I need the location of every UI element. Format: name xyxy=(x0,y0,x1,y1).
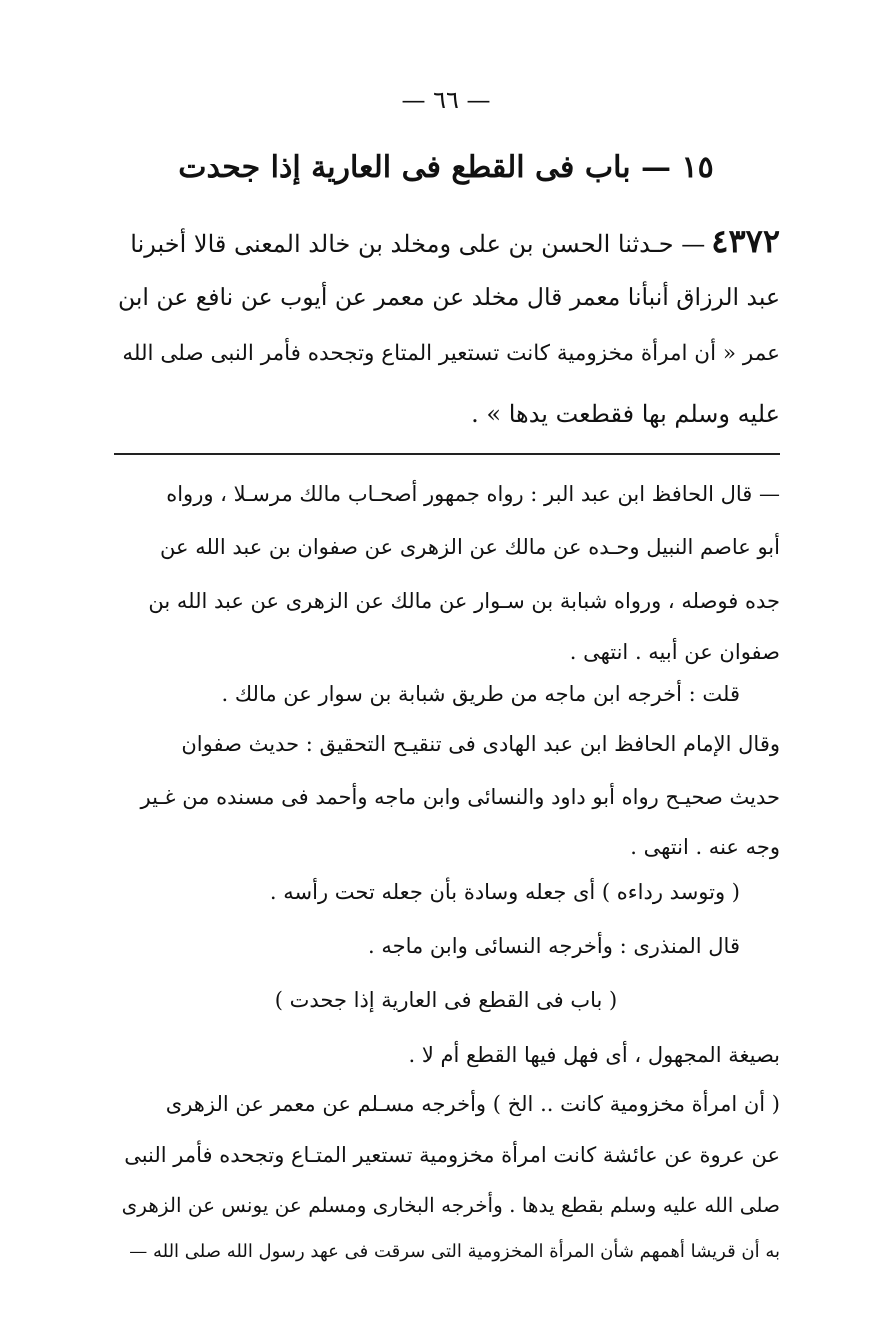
page-number: — ٦٦ — xyxy=(401,86,491,114)
commentary-line: قال المنذرى : وأخرجه النسائى وابن ماجه . xyxy=(367,934,740,958)
commentary-line: به أن قريشا أهمهم شأن المرأة المخزومية التى سرقت فى عهد رسول الله صلى الله — xyxy=(129,1241,780,1262)
hadith-text: — حـدثنا الحسن بن على ومخلد بن خالد المعنى قالا أخبرنا xyxy=(130,230,706,258)
section-divider xyxy=(114,453,780,455)
commentary-line: صلى الله عليه وسلم بقطع يدها . وأخرجه البخارى ومسلم عن يونس عن الزهرى xyxy=(121,1193,780,1217)
commentary-line: جده فوصله ، ورواه شبابة بن سـوار عن مالك عن الزهرى عن عبد الله بن xyxy=(148,589,780,613)
commentary-line: — قال الحافظ ابن عبد البر : رواه جمهور أصحـاب مالك مرسـلا ، ورواه xyxy=(166,482,780,506)
chapter-number: ١٥ xyxy=(681,150,714,185)
hadith-number: ٤٣٧٢ xyxy=(711,222,780,260)
hadith-line-4: عليه وسلم بها فقطعت يدها » . xyxy=(471,400,780,428)
commentary-line: بصيغة المجهول ، أى فهل فيها القطع أم لا . xyxy=(408,1043,780,1067)
commentary-line: حديث صحيـح رواه أبو داود والنسائى وابن ماجه وأحمد فى مسنده من غـير xyxy=(140,785,780,809)
commentary-line: صفوان عن أبيه . انتهى . xyxy=(569,640,780,664)
chapter-heading xyxy=(0,150,892,185)
commentary-line: ( أن امرأة مخزومية كانت .. الخ ) وأخرجه مسـلم عن معمر عن الزهرى xyxy=(165,1092,780,1116)
commentary-line: ( وتوسد رداءه ) أى جعله وسادة بأن جعله تحت رأسه . xyxy=(269,880,740,904)
hadith-line-2: عبد الرزاق أنبأنا معمر قال مخلد عن معمر عن أيوب عن نافع عن ابن xyxy=(117,283,780,311)
commentary-line: وجه عنه . انتهى . xyxy=(630,835,780,859)
commentary-line: وقال الإمام الحافظ ابن عبد الهادى فى تنقيـح التحقيق : حديث صفوان xyxy=(181,732,780,756)
chapter-title: — باب فى القطع فى العارية إذا جحدت xyxy=(178,150,671,185)
commentary-line: عن عروة عن عائشة كانت امرأة مخزومية تستعير المتـاع وتجحده فأمر النبى xyxy=(124,1143,780,1167)
commentary-line: قلت : أخرجه ابن ماجه من طريق شبابة بن سوار عن مالك . xyxy=(221,682,740,706)
hadith-line-1 xyxy=(130,222,780,260)
hadith-line-3: عمر « أن امرأة مخزومية كانت تستعير المتاع وتجحده فأمر النبى صلى الله xyxy=(122,341,780,366)
section-subheading: ( باب فى القطع فى العارية إذا جحدت ) xyxy=(274,988,618,1012)
commentary-line: أبو عاصم النبيل وحـده عن مالك عن الزهرى عن صفوان بن عبد الله عن xyxy=(160,535,780,559)
